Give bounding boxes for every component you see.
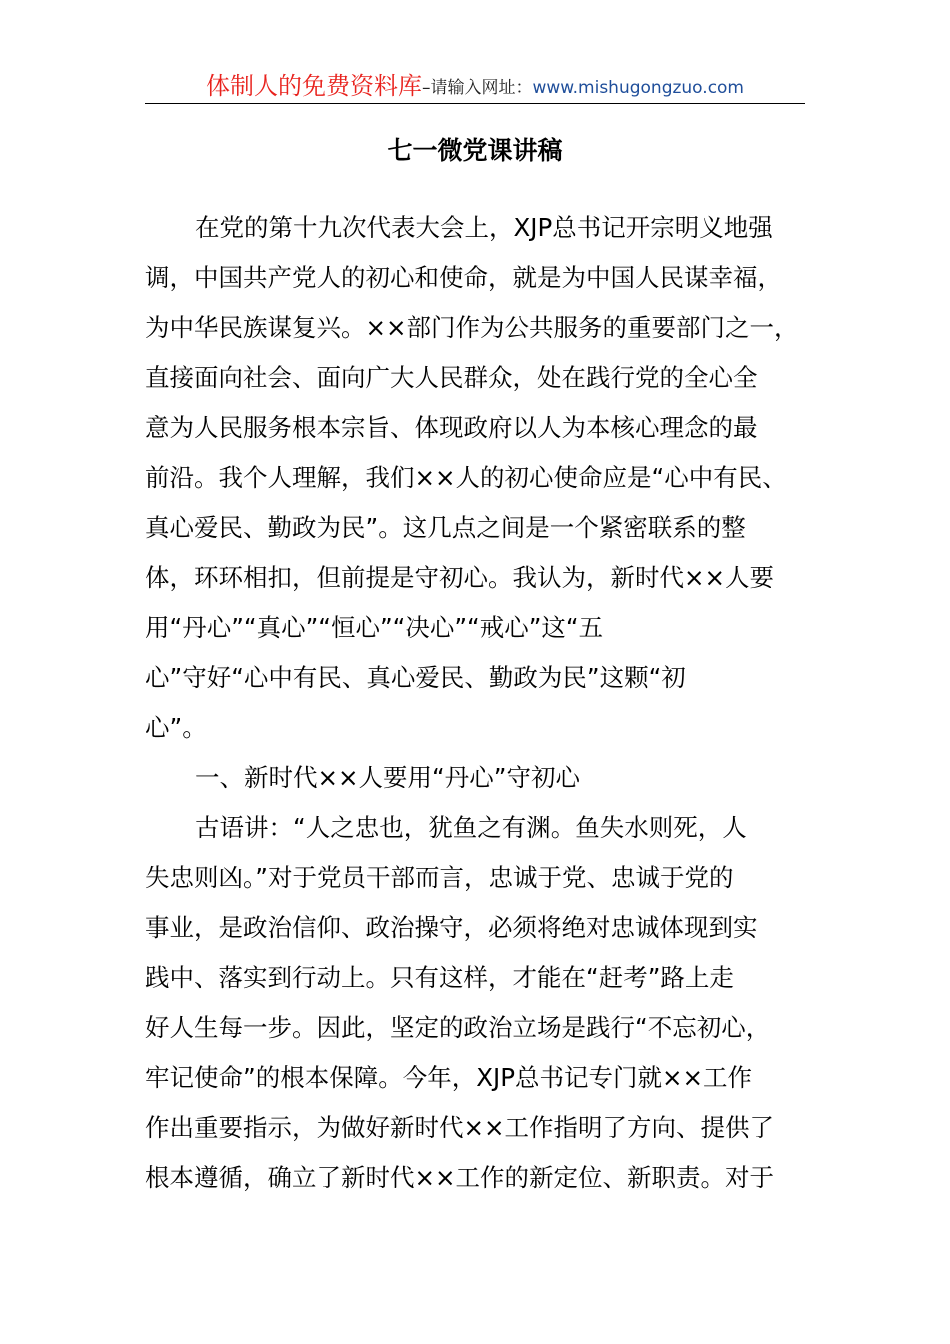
section-heading: 一、新时代××人要用“丹心”守初心 bbox=[195, 763, 580, 792]
text-line: 意为人民服务根本宗旨、体现政府以人为本核心理念的最 bbox=[145, 413, 758, 442]
brand-name: 体制人的免费资料库 bbox=[205, 72, 422, 100]
text-line: 牢记使命”的根本保障。今年，XJP总书记专门就××工作 bbox=[145, 1063, 753, 1092]
text-line: 失忠则凶。”对于党员干部而言，忠诚于党、忠诚于党的 bbox=[145, 863, 734, 892]
page-header bbox=[145, 72, 805, 104]
text-line: 作出重要指示，为做好新时代××工作指明了方向、提供了 bbox=[145, 1113, 775, 1142]
text-line: 体，环环相扣，但前提是守初心。我认为，新时代××人要 bbox=[145, 563, 775, 592]
text-line: 根本遵循，确立了新时代××工作的新定位、新职责。对于 bbox=[145, 1163, 775, 1192]
text-line: 事业，是政治信仰、政治操守，必须将绝对忠诚体现到实 bbox=[145, 913, 758, 942]
text-line: 用“丹心”“真心”“恒心”“决心”“戒心”这“五 bbox=[145, 613, 604, 642]
document-body bbox=[145, 206, 815, 1206]
document-title: 七一微党课讲稿 bbox=[387, 136, 563, 165]
text-line: 心”。 bbox=[145, 713, 207, 742]
text-line: 心”守好“心中有民、真心爱民、勤政为民”这颗“初 bbox=[145, 663, 686, 692]
website-url[interactable]: www.mishugongzuo.com bbox=[532, 78, 744, 98]
text-line: 为中华民族谋复兴。××部门作为公共服务的重要部门之一， bbox=[145, 313, 799, 342]
text-line: 真心爱民、勤政为民”。这几点之间是一个紧密联系的整 bbox=[145, 513, 746, 542]
text-line: 践中、落实到行动上。只有这样，才能在“赶考”路上走 bbox=[145, 963, 734, 992]
url-prompt: –请输入网址： bbox=[421, 78, 533, 98]
text-line: 在党的第十九次代表大会上，XJP总书记开宗明义地强 bbox=[195, 213, 773, 242]
text-line: 直接面向社会、面向广大人民群众，处在践行党的全心全 bbox=[145, 363, 758, 392]
text-line: 古语讲：“人之忠也，犹鱼之有渊。鱼失水则死，人 bbox=[195, 813, 747, 842]
text-line: 好人生每一步。因此，坚定的政治立场是践行“不忘初心， bbox=[145, 1013, 771, 1042]
text-line: 调，中国共产党人的初心和使命，就是为中国人民谋幸福， bbox=[145, 263, 782, 292]
text-line: 前沿。我个人理解，我们××人的初心使命应是“心中有民、 bbox=[145, 463, 787, 492]
